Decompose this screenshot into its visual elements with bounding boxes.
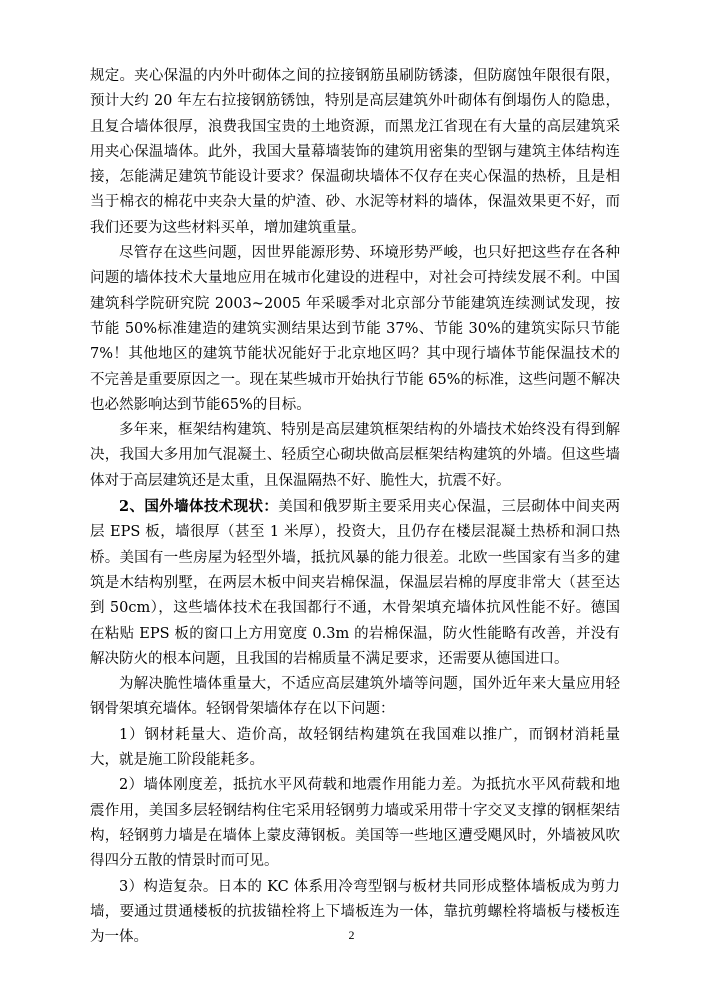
paragraph-text: 尽管存在这些问题，因世界能源形势、环境形势严峻，也只好把这些存在各种问题的墙体技术大量地应用在城市化建设的进程中，对社会可持续发展不利。中国建筑科学院研究院 2003~2005 年采暖季对北京部分节能建筑连续测试发现，按节能 50%标准建造的建筑实测结果达到节能 37%、节能 30%的建筑实际只节能 7%！其他地区的建筑节能状况能好于北京地区吗？其中现行墙体节能保温技术的不完善是重要原因之一。现在某些城市开始执行节能 65%的标准，这些问题不解决也必然影响达到节能65%的目标。 [90, 245, 620, 413]
paragraph-text: 美国和俄罗斯主要采用夹心保温，三层砌体中间夹两层 EPS 板，墙很厚（甚至 1 米厚），投资大，且仍存在楼层混凝土热桥和洞口热桥。美国有一些房屋为轻型外墙，抵抗风暴的能力很差。北欧一些国家有当多的建筑是木结构别墅，在两层木板中间夹岩棉保温，保温层岩棉的厚度非常大（甚至达到 50cm），这些墙体技术在我国都行不通，木骨架填充墙体抗风性能不好。德国在粘贴 EPS 板的窗口上方用宽度 0.3m 的岩棉保温，防火性能略有改善，并没有解决防火的根本问题，且我国的岩棉质量不满足要求，还需要从德国进口。 [90, 499, 621, 667]
paragraph-text: 2）墙体刚度差，抵抗水平风荷载和地震作用能力差。为抵抗水平风荷载和地震作用，美国多层轻钢结构住宅采用轻钢剪力墙或采用带十字交叉支撑的钢框架结构，轻钢剪力墙是在墙体上蒙皮薄钢板。美国等一些地区遭受飓风时，外墙被风吹得四分五散的情景时而可见。 [90, 777, 620, 870]
section-heading: 2、国外墙体技术现状： [119, 498, 279, 516]
document-body [90, 64, 620, 950]
paragraph-4 [90, 494, 620, 672]
paragraph-1 [90, 64, 620, 241]
paragraph-text: 1）钢材耗量大、造价高，故轻钢结构建筑在我国难以推广，而钢材消耗量大，就是施工阶段能耗多。 [90, 726, 620, 769]
paragraph-2 [90, 241, 620, 418]
paragraph-text: 为解决脆性墙体重量大，不适应高层建筑外墙等问题，国外近年来大量应用轻钢骨架填充墙体。轻钢骨架墙体存在以下问题： [90, 676, 620, 718]
paragraph-5 [90, 672, 620, 723]
list-item-2 [90, 773, 620, 874]
page-number: 2 [348, 928, 355, 942]
paragraph-3 [90, 418, 620, 494]
paragraph-text: 多年来，框架结构建筑、特别是高层建筑框架结构的外墙技术始终没有得到解决，我国大多用加气混凝土、轻质空心砌块做高层框架结构建筑的外墙。但这些墙体对于高层建筑还是太重，且保温隔热不好、脆性大，抗震不好。 [90, 422, 620, 489]
list-item-1 [90, 723, 620, 774]
paragraph-text: 3）构造复杂。日本的 KC 体系用冷弯型钢与板材共同形成整体墙板成为剪力墙，要通过贯通楼板的抗拔锚栓将上下墙板连为一体，靠抗剪螺栓将墙板与楼板连为一体。 [90, 878, 620, 946]
paragraph-text: 规定。夹心保温的内外叶砌体之间的拉接钢筋虽刷防锈漆，但防腐蚀年限很有限，预计大约 20 年左右拉接钢筋锈蚀，特别是高层建筑外叶砌体有倒塌伤人的隐患，且复合墙体很厚，浪费我国宝贵的土地资源，而黑龙江省现在有大量的高层建筑采用夹心保温墙体。此外，我国大量幕墙装饰的建筑用密集的型钢与建筑主体结构连接，怎能满足建筑节能设计要求？保温砌块墙体不仅存在夹心保温的热桥，且是相当于棉衣的棉花中夹杂大量的炉渣、砂、水泥等材料的墙体，保温效果更不好，而我们还要为这些材料买单，增加建筑重量。 [90, 68, 620, 236]
